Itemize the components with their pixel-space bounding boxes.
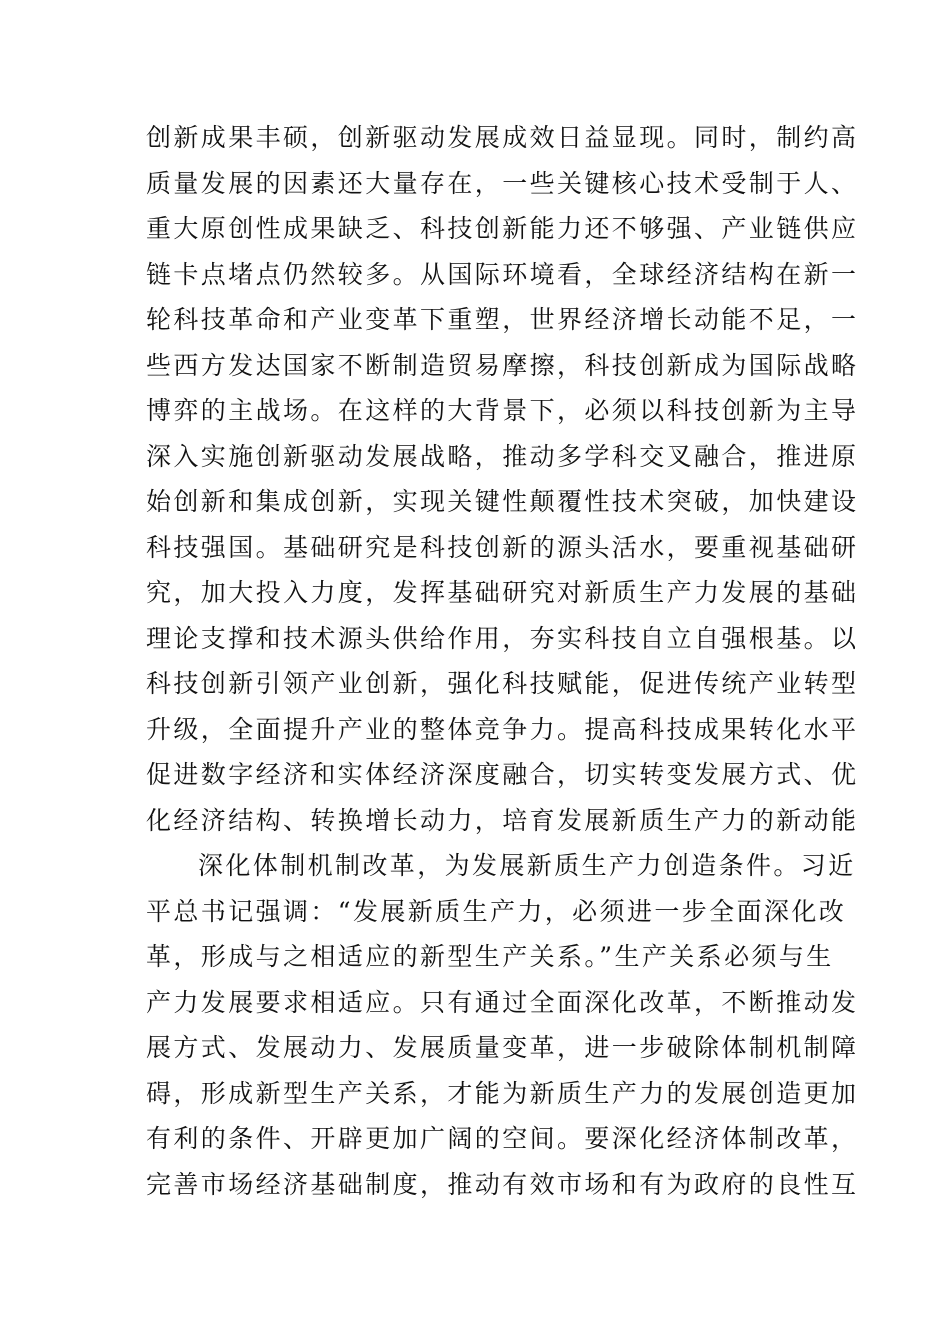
text-line: 博弈的主战场。在这样的大背景下，必须以科技创新为主导 [146,396,859,425]
text-line: 有利的条件、开辟更加广阔的空间。要深化经济体制改革， [146,1124,859,1153]
text-line: 理论支撑和技术源头供给作用，夯实科技自立自强根基。以 [146,623,859,653]
text-line: 化经济结构、转换增长动力，培育发展新质生产力的新动能 [146,805,859,835]
text-line: 革，形成与之相适应的新型生产关系。”生产关系必须与生 [146,942,834,971]
text-line: 完善市场经济基础制度，推动有效市场和有为政府的良性互 [146,1169,859,1199]
text-line: 链卡点堵点仍然较多。从国际环境看，全球经济结构在新一 [146,259,859,289]
text-line: 创新成果丰硕，创新驱动发展成效日益显现。同时，制约高 [146,123,859,152]
text-line: 促进数字经济和实体经济深度融合，切实转变发展方式、优 [146,760,859,789]
document-body [146,115,859,1207]
text-line: 些西方发达国家不断制造贸易摩擦，科技创新成为国际战略 [146,350,859,380]
text-line: 碍，形成新型生产关系，才能为新质生产力的发展创造更加 [146,1078,859,1108]
text-line: 展方式、发展动力、发展质量变革，进一步破除体制机制障 [146,1033,859,1062]
text-line: 深入实施创新驱动发展战略，推动多学科交叉融合，推进原 [146,441,859,471]
text-line: 始创新和集成创新，实现关键性颠覆性技术突破，加快建设 [146,487,859,516]
text-line: 轮科技革命和产业变革下重塑，世界经济增长动能不足，一 [146,305,859,334]
text-line: 究，加大投入力度，发挥基础研究对新质生产力发展的基础 [146,578,859,607]
paragraph-start-line: 深化体制机制改革，为发展新质生产力创造条件。习近 [198,851,856,880]
text-line: 质量发展的因素还大量存在，一些关键核心技术受制于人、 [146,168,859,198]
text-line: 科技强国。基础研究是科技创新的源头活水，要重视基础研 [146,532,859,562]
text-line: 重大原创性成果缺乏、科技创新能力还不够强、产业链供应 [146,214,859,243]
text-line: 科技创新引领产业创新，强化科技赋能，促进传统产业转型 [146,669,859,698]
text-line: 产力发展要求相适应。只有通过全面深化改革，不断推动发 [146,987,859,1017]
text-line: 升级，全面提升产业的整体竞争力。提高科技成果转化水平 [146,714,859,744]
text-line: 平总书记强调：“发展新质生产力，必须进一步全面深化改 [146,896,847,926]
